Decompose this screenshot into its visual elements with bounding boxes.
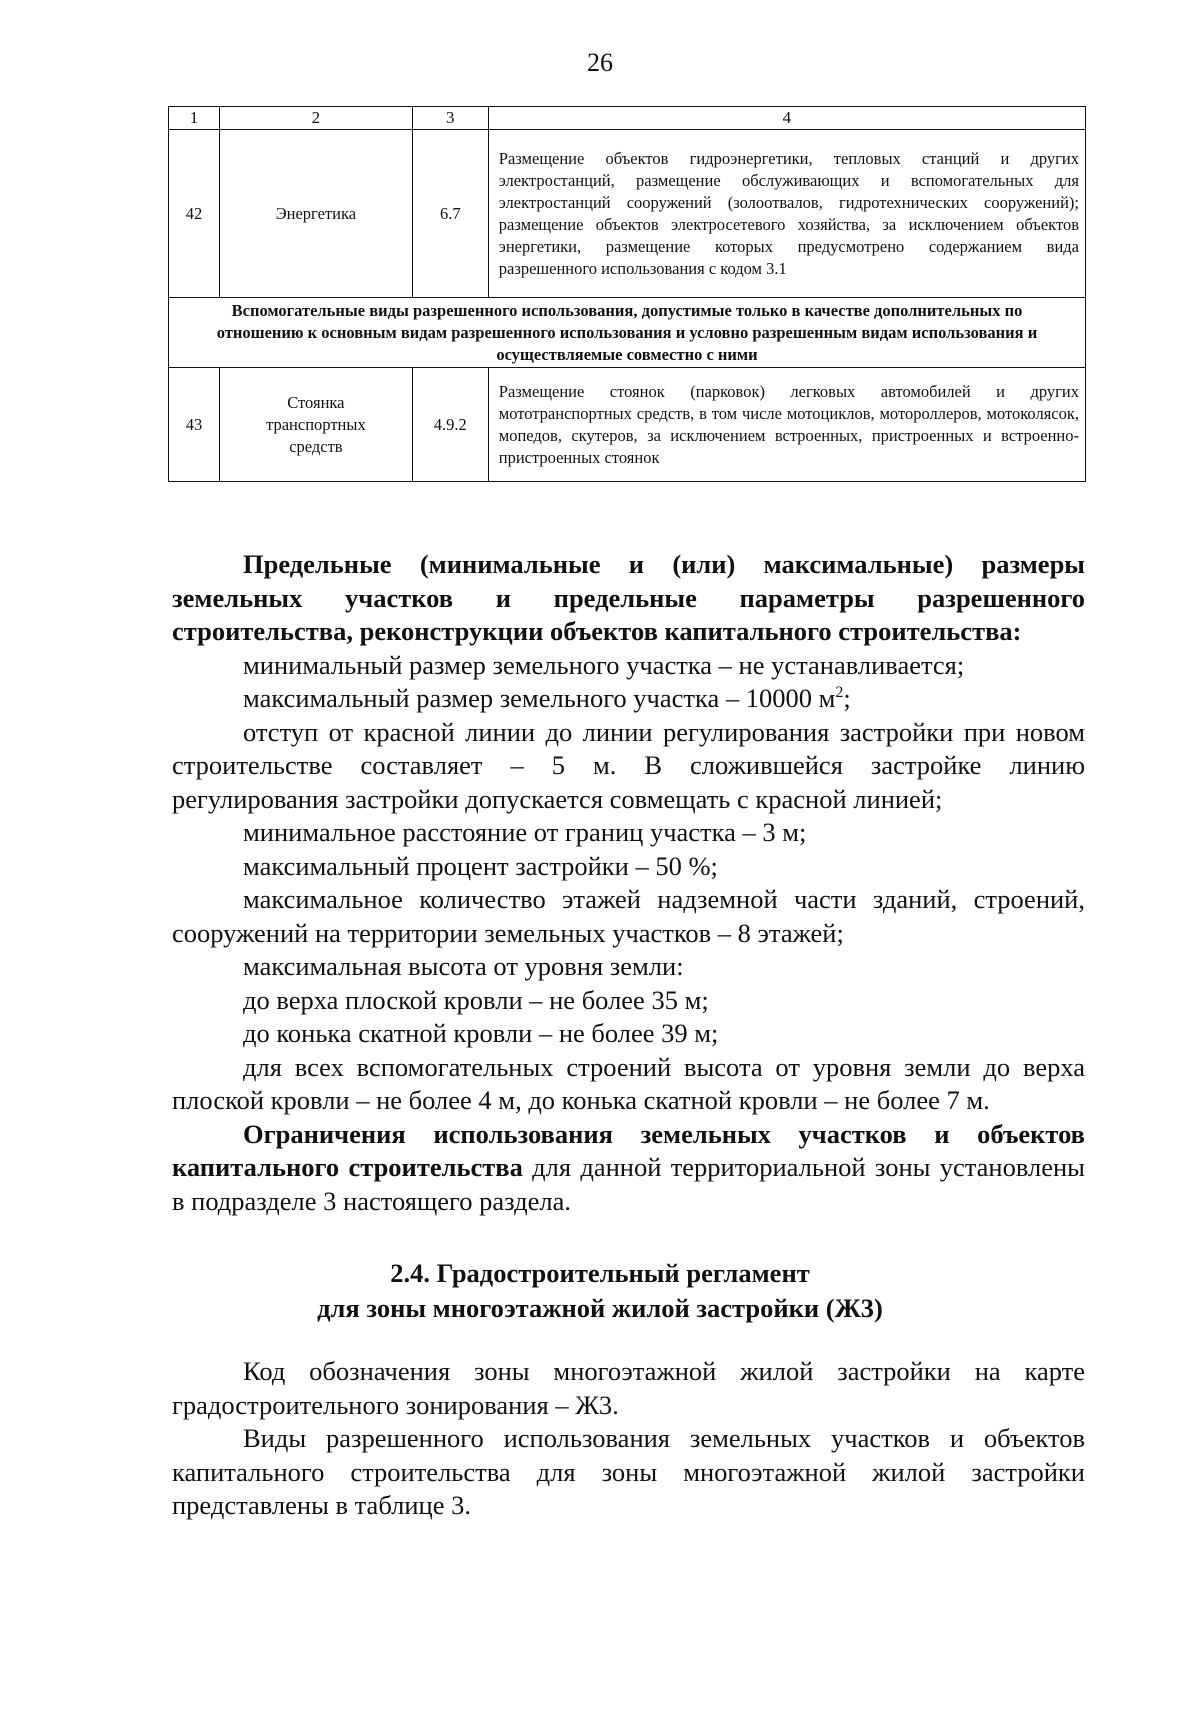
header-cell: 3 — [412, 107, 488, 130]
limits-title: Предельные (минимальные и (или) максимальные) размеры земельных участков и предельные параметры разрешенного строительства, реконструкции объектов капитального строительства: — [172, 549, 1085, 646]
limit-item — [172, 682, 1085, 716]
restrictions-rest: для данной территориальной зоны установлены в подразделе 3 настоящего раздела. — [172, 1152, 1085, 1216]
table-header-row — [169, 107, 1086, 130]
use-code: 4.9.2 — [412, 368, 488, 482]
heading-line: 2.4. Градостроительный регламент — [390, 1258, 810, 1288]
limits-section — [172, 548, 1085, 1218]
section-heading — [0, 1256, 1200, 1326]
limit-item: до верха плоской кровли – не более 35 м; — [243, 984, 709, 1015]
limit-item: отступ от красной линии до линии регулирования застройки при новом строительстве составляет – 5 м. В сложившейся застройке линию регулирования застройки допускается совмещать с красной линией; — [172, 716, 1085, 814]
use-name: Стоянка транспортных средств — [219, 368, 412, 482]
limit-item: максимальная высота от уровня земли: — [243, 951, 684, 981]
use-name: Энергетика — [219, 130, 412, 298]
use-description: Размещение стоянок (парковок) легковых автомобилей и других мототранспортных средств, в том числе мотоциклов, мотороллеров, мотоколясок, мопедов, скутеров, за исключением встроенных, пристроенных и встроенно-пристроенных стоянок — [488, 368, 1085, 482]
limit-text: максимальный размер земельного участка – 10000 м — [243, 683, 836, 713]
limit-item: минимальный размер земельного участка – не устанавливается; — [243, 649, 965, 680]
limit-item: максимальный процент застройки – 50 %; — [243, 850, 718, 881]
page-number: 26 — [587, 48, 613, 77]
header-cell: 1 — [169, 107, 220, 130]
heading-line: для зоны многоэтажной жилой застройки (Ж3) — [317, 1293, 883, 1323]
header-cell: 2 — [219, 107, 412, 130]
row-number: 43 — [169, 368, 220, 482]
permitted-use-table — [168, 106, 1086, 482]
table-row — [169, 130, 1086, 298]
permitted-uses-paragraph: Виды разрешенного использования земельных участков и объектов капитального строительства для зоны многоэтажной жилой застройки представлены в таблице 3. — [172, 1423, 1085, 1520]
restrictions-text — [172, 1151, 1085, 1218]
limit-text-end: ; — [843, 683, 851, 713]
zone-code-paragraph: Код обозначения зоны многоэтажной жилой застройки на карте градостроительного зонирования – Ж3. — [172, 1356, 1085, 1420]
row-number: 42 — [169, 130, 220, 298]
limit-item: до конька скатной кровли – не более 39 м; — [243, 1018, 719, 1048]
use-code: 6.7 — [412, 130, 488, 298]
table-row — [169, 368, 1086, 482]
section-title: Вспомогательные виды разрешенного использования, допустимые только в качестве дополнительных по отношению к основным видам разрешенного использования и условно разрешенным видам использования и осуществляемые совместно с ними — [169, 298, 1086, 368]
restrictions-bold-line: Ограничения использования земельных участков и объектов — [243, 1118, 1085, 1149]
limit-item: максимальное количество этажей надземной части зданий, строений, сооружений на территории земельных участков – 8 этажей; — [172, 884, 1085, 948]
header-cell: 4 — [488, 107, 1085, 130]
table-section-row — [169, 298, 1086, 368]
use-description: Размещение объектов гидроэнергетики, тепловых станций и других электростанций, размещение обслуживающих и вспомогательных для электростанций сооружений (золоотвалов, гидротехнических сооружений); размещение объектов электросетевого хозяйства, за исключением объектов энергетики, размещение которых предусмотрено содержанием вида разрешенного использования с кодом 3.1 — [488, 130, 1085, 298]
limit-item: минимальное расстояние от границ участка – 3 м; — [243, 817, 807, 847]
limit-item: для всех вспомогательных строений высота от уровня земли до верха плоской кровли – не более 4 м, до конька скатной кровли – не более 7 м. — [172, 1051, 1085, 1115]
restrictions-bold: капитального строительства — [172, 1152, 523, 1182]
zone-text — [172, 1355, 1085, 1523]
superscript: 2 — [835, 684, 844, 702]
